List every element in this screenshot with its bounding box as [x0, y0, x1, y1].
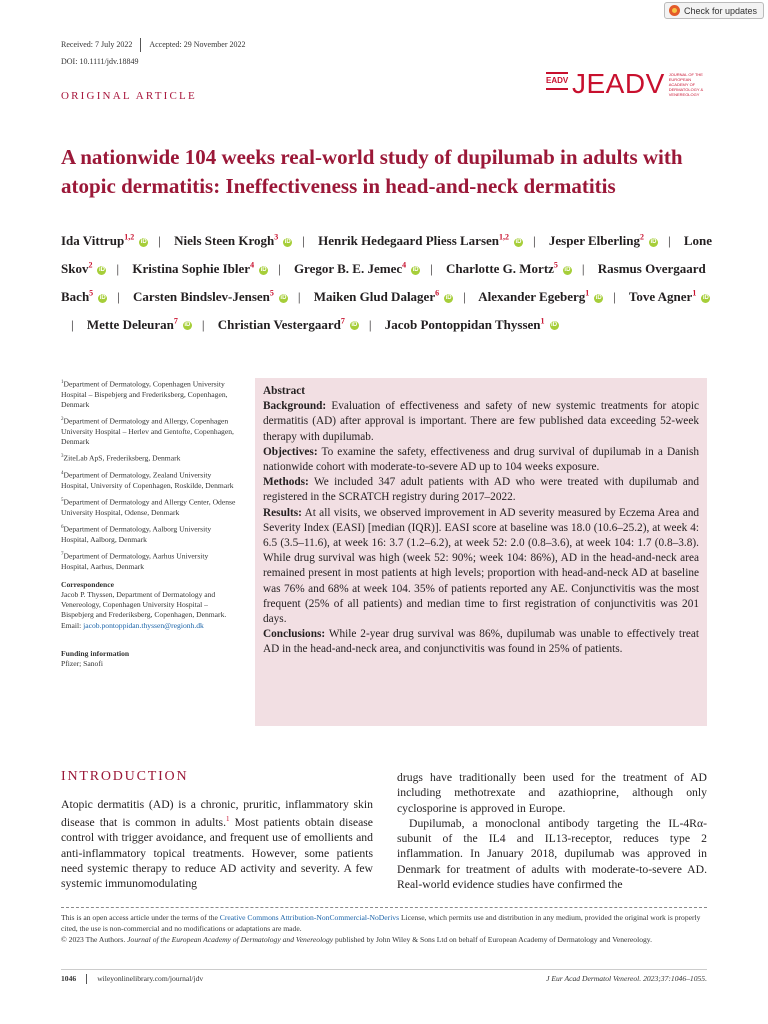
affiliation-number: 1: [61, 380, 64, 385]
results-text: At all visits, we observed improvement in AD severity measured by Eczema Area and Severity Index (EASI) [median (IQR)]. EASI score at baseline was 18.0 (10.6–25.2), at week 4: 6.5 (3.5–11.6), at week 16: 3.7 (1.2–6.2), at week 52: 2.0 (0.8–3.6), at week 104: 1.7 (0.8–3.8). While drug survival was high (week 52: 90%; week 104: 86%), AD in the head-and-neck area remained present in most patients at high levels; proportion with head-and-neck AD at baseline was 76% and 68% at week 104. 35% of patients reported any AE. Conjunctivitis was the most frequent (25% of all patients) and median time to first registration of conjunctivitis was 201 days.: [263, 506, 700, 626]
orcid-icon[interactable]: iD: [351, 322, 358, 329]
license-post: License, which permits use and distribution in any medium, provided the original work is properly cited, the use is non-commercial and no modifications or adaptations are made.: [61, 913, 701, 933]
author-separator: |: [297, 288, 301, 304]
author-separator: |: [668, 233, 671, 249]
correspondence-text: [61, 590, 236, 631]
affiliation-number: 6: [61, 524, 64, 530]
affiliation-text: Department of Dermatology, Zealand University Hospital, University of Copenhagen, Roskilde, Denmark: [61, 470, 234, 490]
author-affiliation-sup: 1,2: [499, 233, 510, 242]
author-name: Gregor B. E. Jemec: [293, 261, 403, 277]
affiliation-text: Department of Dermatology and Allergy, Copenhagen University Hospital – Herlev and Gentofte, Copenhagen, Denmark: [61, 416, 234, 447]
affiliation-text: Department of Dermatology and Allergy Center, Odense University Hospital, Odense, Denmark: [61, 497, 236, 517]
author-affiliation-sup: 1: [692, 288, 697, 298]
copyright-post: published by John Wiley & Sons Ltd on behalf of European Academy of Dermatology and Venereology.: [333, 935, 652, 944]
affiliation-number: 3: [61, 454, 64, 460]
journal-logo: [546, 68, 709, 100]
author-separator: |: [278, 261, 281, 277]
page-number: 1046: [61, 974, 77, 983]
body-column-right: [397, 770, 707, 892]
orcid-icon[interactable]: iD: [445, 294, 452, 301]
affiliation: [61, 496, 236, 518]
background-text: Evaluation of effectiveness and safety of new systemic treatments for atopic dermatitis (AD) after approval is important. There are few published data exceeding 52-week therapy with dupilumab.: [263, 400, 699, 443]
affiliation-number: 2: [61, 417, 64, 423]
author-list: [61, 226, 721, 337]
reference-link[interactable]: 1: [226, 815, 230, 824]
author-name: Mette Deleuran: [86, 316, 174, 332]
abstract-box: [255, 378, 707, 726]
author-name: Kristina Sophie Ibler: [132, 261, 251, 277]
funding-text: Pfizer; Sanofi: [61, 658, 103, 668]
author-name: Carsten Bindslev-Jensen: [133, 288, 270, 304]
received-date: Received: 7 July 2022: [61, 39, 133, 49]
author-affiliation-sup: 2: [88, 260, 93, 270]
author[interactable]: [294, 261, 420, 276]
crossmark-icon: [669, 5, 680, 16]
author[interactable]: [385, 317, 559, 332]
orcid-icon[interactable]: iD: [260, 266, 267, 273]
intro-paragraph-3: Dupilumab, a monoclonal antibody targeting the IL-4Rα-subunit of the IL4 and IL13-receptor, reduces type 2 inflammation. In January 2018, dupilumab was approved in Denmark for treatment of adults with moderate-to-severe AD. Real-world evidence studies have confirmed the: [397, 816, 707, 892]
author-affiliation-sup: 4: [250, 260, 255, 270]
author-affiliation-sup: 7: [340, 316, 345, 326]
affiliation: [61, 550, 236, 572]
introduction-heading: INTRODUCTION: [61, 769, 189, 784]
orcid-icon[interactable]: iD: [184, 322, 191, 329]
author-name: Henrik Hedegaard Pliess Larsen: [318, 233, 500, 249]
affiliation-number: 7: [61, 551, 64, 557]
copyright-pre: © 2023 The Authors.: [61, 935, 128, 944]
author-name: Jesper Elberling: [548, 233, 640, 249]
abstract-heading: Abstract: [263, 385, 306, 397]
affiliations-column: [61, 378, 236, 674]
methods-label: Methods:: [263, 476, 309, 489]
citation: J Eur Acad Dermatol Venereol. 2023;37:1046–1055.: [546, 974, 707, 983]
author-separator: |: [71, 316, 74, 332]
author-affiliation-sup: 5: [269, 288, 274, 298]
license-divider: [61, 907, 707, 908]
objectives-text: To examine the safety, effectiveness and drug survival of dupilumab in a Danish nationwide cohort with moderate-to-severe AD up to 104 weeks exposure.: [263, 445, 699, 474]
author-affiliation-sup: 2: [640, 233, 644, 242]
author-separator: |: [368, 316, 372, 332]
affiliation-number: 5: [61, 497, 64, 503]
conclusions-label: Conclusions:: [263, 628, 326, 641]
orcid-icon[interactable]: iD: [140, 238, 147, 245]
author-affiliation-sup: 1,2: [124, 233, 135, 242]
author-separator: |: [533, 233, 536, 249]
footer-divider: [86, 974, 87, 984]
abstract-conclusions: [263, 627, 699, 657]
license-pre: This is an open access article under the terms of the: [61, 913, 220, 922]
abstract-results: [263, 506, 699, 628]
journal-logo-text: JEADV: [572, 68, 665, 99]
orcid-icon[interactable]: iD: [595, 294, 602, 301]
author[interactable]: [318, 233, 523, 248]
intro-p1-part-b: Most patients obtain disease control with trigger avoidance, and frequent use of emollients and anti-inflammatory topical treatments. However, some patients need systemic therapy to reduce AD activity and severity. A few systemic immunomodulating: [61, 816, 373, 891]
email-label: Email:: [61, 620, 82, 630]
affiliation-number: 4: [61, 471, 64, 477]
orcid-icon[interactable]: iD: [551, 322, 558, 329]
affiliation-text: ZiteLab ApS, Frederiksberg, Denmark: [63, 453, 181, 463]
author-name: Christian Vestergaard: [217, 316, 341, 332]
author-name: Tove Agner: [628, 288, 693, 304]
accepted-date: Accepted: 29 November 2022: [149, 39, 246, 49]
author-name: Ida Vittrup: [61, 233, 125, 249]
license-text: [61, 912, 707, 945]
journal-logo-subtitle: JOURNAL OF THE EUROPEAN ACADEMY OF DERMATOLOGY & VENEREOLOGY: [668, 71, 704, 97]
author[interactable]: [314, 289, 453, 304]
author-separator: |: [116, 261, 120, 277]
footer-left: [61, 974, 203, 984]
orcid-icon[interactable]: iD: [515, 238, 522, 245]
author[interactable]: [132, 261, 268, 276]
funding-heading: Funding information: [61, 648, 130, 658]
author[interactable]: [174, 233, 292, 248]
intro-p1-part-a: Atopic dermatitis (AD) is a chronic, pruritic, inflammatory skin disease that is common in adults.: [61, 798, 373, 830]
author-affiliation-sup: 3: [274, 233, 279, 242]
orcid-icon[interactable]: iD: [280, 294, 287, 301]
author-separator: |: [463, 288, 466, 304]
correspondence-address: Jacob P. Thyssen, Department of Dermatology and Venereology, Copenhagen University Hospital – Bispebjerg and Frederiksberg, Copenhagen, Denmark.: [61, 589, 227, 620]
body-column-left: [61, 797, 373, 892]
copyright-journal: Journal of the European Academy of Dermatology and Venereology: [127, 935, 334, 944]
check-for-updates-label: Check for updates: [684, 5, 758, 16]
orcid-icon[interactable]: iD: [98, 266, 105, 273]
author[interactable]: [446, 261, 572, 276]
intro-paragraph-2: drugs have traditionally been used for the treatment of AD including methotrexate and azathioprine, although only cyclosporine is approved in Europe.: [397, 771, 707, 815]
check-for-updates-button[interactable]: [664, 2, 764, 19]
orcid-icon[interactable]: iD: [284, 238, 291, 245]
author[interactable]: [61, 233, 148, 248]
affiliation-text: Department of Dermatology, Aarhus University Hospital, Aarhus, Denmark: [61, 551, 209, 571]
author[interactable]: [87, 317, 192, 332]
author-name: Maiken Glud Dalager: [313, 288, 436, 304]
author-name: Niels Steen Krogh: [174, 233, 275, 249]
affiliation: [61, 378, 236, 410]
author-separator: |: [613, 288, 616, 304]
results-label: Results:: [263, 506, 302, 519]
abstract-background: [263, 399, 699, 445]
article-dates: [61, 38, 246, 52]
author-name: Rasmus Overgaard Bach: [61, 261, 706, 304]
correspondence-email-link[interactable]: jacob.pontoppidan.thyssen@regionh.dk: [83, 620, 204, 630]
affiliation: [61, 469, 236, 491]
orcid-icon[interactable]: iD: [412, 266, 419, 273]
author[interactable]: [133, 289, 288, 304]
conclusions-text: While 2-year drug survival was 86%, dupilumab was unable to effectively treat AD in the head-and-neck area, and conjunctivitis was found in 25% of patients.: [263, 628, 699, 656]
journal-url[interactable]: wileyonlinelibrary.com/journal/jdv: [97, 974, 204, 983]
orcid-icon[interactable]: iD: [99, 294, 106, 301]
footer-rule: [61, 969, 707, 970]
author-separator: |: [158, 233, 161, 249]
abstract-methods: [263, 475, 699, 505]
cc-license-link[interactable]: Creative Commons Attribution-NonCommercial-NoDerivs: [219, 913, 400, 922]
page-footer: [61, 974, 707, 984]
doi: DOI: 10.1111/jdv.18849: [61, 57, 139, 66]
methods-text: We included 347 adult patients with AD who were treated with dupilumab and registered in the SCRATCH registry during 2017–2022.: [263, 476, 699, 504]
author-affiliation-sup: 5: [553, 260, 558, 270]
author-separator: |: [430, 261, 433, 277]
affiliation-text: Department of Dermatology, Copenhagen University Hospital – Bispebjerg and Frederiksberg, Copenhagen, Denmark: [61, 379, 228, 409]
affiliation: [61, 523, 236, 545]
author[interactable]: [478, 289, 603, 304]
section-label: ORIGINAL ARTICLE: [61, 90, 197, 102]
intro-paragraph-1: [61, 797, 373, 892]
author-affiliation-sup: 7: [173, 316, 178, 326]
affiliation: [61, 415, 236, 447]
author[interactable]: [549, 233, 658, 248]
eadv-logo-mark-text: EADV: [546, 72, 568, 90]
affiliation-list: [61, 378, 236, 572]
orcid-icon[interactable]: iD: [564, 266, 571, 273]
author[interactable]: [629, 289, 710, 304]
orcid-icon[interactable]: iD: [702, 294, 709, 301]
author[interactable]: [218, 317, 359, 332]
orcid-icon[interactable]: iD: [650, 238, 657, 245]
abstract-objectives: [263, 445, 699, 475]
affiliation-text: Department of Dermatology, Aalborg University Hospital, Aalborg, Denmark: [61, 524, 212, 544]
correspondence-heading: Correspondence: [61, 579, 115, 589]
author-name: Charlotte G. Mortz: [445, 261, 554, 277]
author-separator: |: [201, 316, 205, 332]
author-affiliation-sup: 1: [585, 288, 590, 298]
article-title: A nationwide 104 weeks real-world study of dupilumab in adults with atopic dermatitis: Ineffectiveness in head-and-neck dermatitis: [61, 145, 683, 198]
author-affiliation-sup: 6: [435, 288, 440, 298]
eadv-logo-icon: [546, 70, 568, 98]
author-separator: |: [581, 261, 585, 277]
author-affiliation-sup: 5: [89, 288, 94, 298]
author-name: Jacob Pontoppidan Thyssen: [384, 316, 541, 332]
author-separator: |: [302, 233, 305, 249]
divider: [140, 38, 141, 52]
author-separator: |: [117, 288, 120, 304]
author-affiliation-sup: 1: [540, 316, 545, 326]
background-label: Background:: [263, 400, 327, 413]
objectives-label: Objectives:: [263, 445, 318, 458]
affiliation: [61, 452, 236, 464]
author-name: Lone Skov: [61, 233, 713, 277]
author-name: Alexander Egeberg: [478, 288, 586, 304]
author-affiliation-sup: 4: [402, 260, 407, 270]
